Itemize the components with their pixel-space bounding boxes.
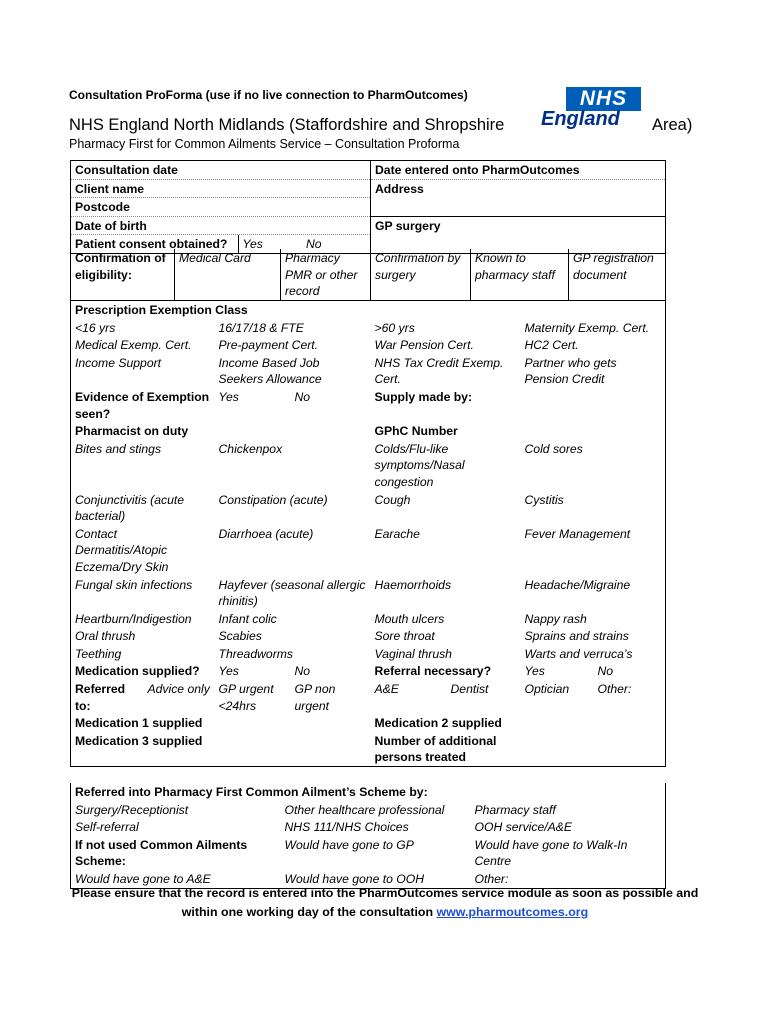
page-subtitle: Pharmacy First for Common Ailments Service – Consultation Proforma [69,137,460,151]
ooh-ae-option[interactable]: OOH service/A&E [474,820,573,835]
ailment-conjunctivitis[interactable]: Conjunctivitis (acute bacterial) [75,492,185,524]
self-referral-option[interactable]: Self-referral [75,820,139,835]
other2-option[interactable]: Other: [474,871,509,886]
pharmoutcomes-link[interactable]: www.pharmoutcomes.org [436,905,589,919]
medication2-value[interactable] [521,714,666,732]
ailment-haemorrhoids[interactable]: Haemorrhoids [374,577,452,592]
ailment-fungal[interactable]: Fungal skin infections [75,577,193,592]
address-field[interactable]: Address [371,179,666,216]
supply-made-by-label: Supply made by: [374,389,473,404]
other-option[interactable]: Other: [597,682,632,697]
pharmacist-field[interactable]: Pharmacist on duty [75,424,189,439]
ailment-headache[interactable]: Headache/Migraine [524,577,631,592]
exemption-medical[interactable]: Medical Exemp. Cert. [75,338,192,353]
additional-persons-field[interactable]: Number of additional persons treated [374,733,497,765]
would-walkin-option[interactable]: Would have gone to Walk-In Centre [474,837,628,869]
exemption-class-heading: Prescription Exemption Class [75,303,248,317]
exemption-income-support[interactable]: Income Support [75,355,162,370]
client-details-table [70,160,666,254]
medication2-field[interactable]: Medication 2 supplied [374,716,502,731]
additional-persons-value[interactable] [521,732,666,767]
exemption-over60[interactable]: >60 yrs [374,320,415,335]
footer-note [70,884,700,922]
known-staff-option[interactable]: Known to pharmacy staff [471,249,569,300]
referred-to-label: Referred to: [75,682,126,713]
exemption-tax-credit[interactable]: NHS Tax Credit Exemp. Cert. [374,355,504,387]
ailment-constipation[interactable]: Constipation (acute) [218,492,328,507]
medication-supplied-label: Medication supplied? [75,664,200,679]
gp-registration-option[interactable]: GP registration document [573,251,654,282]
ailment-cystitis[interactable]: Cystitis [524,492,564,507]
eligibility-label: Confirmation of eligibility: [71,249,175,300]
medication-yes-option[interactable]: Yes [218,664,239,679]
page-title-suffix: Area) [652,116,693,134]
ailment-sore-throat[interactable]: Sore throat [374,629,435,644]
exemption-war-pension[interactable]: War Pension Cert. [374,338,474,353]
medication-no-option[interactable]: No [294,664,311,679]
referral-no-option[interactable]: No [597,664,614,679]
medication3-value[interactable] [215,732,371,767]
nhs-england-logo-text: England [541,108,620,130]
consent-yes-option[interactable]: Yes [242,237,263,252]
referred-into-heading: Referred into Pharmacy First Common Ailment’s Scheme by: [75,785,428,799]
ailment-nappy-rash[interactable]: Nappy rash [524,611,587,626]
gp-surgery-field[interactable]: GP surgery [371,216,666,253]
ailment-cough[interactable]: Cough [374,492,411,507]
ailment-earache[interactable]: Earache [374,526,420,541]
gp-urgent-option[interactable]: GP urgent <24hrs [218,682,274,713]
client-name-field[interactable]: Client name [71,179,371,198]
ailment-cold-sores[interactable]: Cold sores [524,441,583,456]
referral-necessary-label: Referral necessary? [374,664,492,679]
pharmacy-pmr-option[interactable]: Pharmacy PMR or other record [281,249,371,300]
page-title: NHS England North Midlands (Staffordshire and Shropshire [69,116,505,134]
nhs111-option[interactable]: NHS 111/NHS Choices [284,820,409,835]
ailment-mouth-ulcers[interactable]: Mouth ulcers [374,611,445,626]
proforma-note: Consultation ProForma (use if no live connection to PharmOutcomes) [69,88,468,102]
consent-label: Patient consent obtained? [71,235,238,253]
surgery-receptionist-option[interactable]: Surgery/Receptionist [75,802,189,817]
ailment-colds[interactable]: Colds/Flu-like symptoms/Nasal congestion [374,441,465,489]
ailment-warts[interactable]: Warts and verruca’s [524,646,633,661]
ailment-teething[interactable]: Teething [75,646,122,661]
advice-only-option[interactable]: Advice only [147,682,210,697]
exemption-jsa[interactable]: Income Based Job Seekers Allowance [218,355,322,387]
ae-option[interactable]: A&E [374,682,399,697]
gphc-field[interactable]: GPhC Number [374,424,458,439]
referral-yes-option[interactable]: Yes [524,664,545,679]
exemption-pension-credit[interactable]: Partner who gets Pension Credit [524,355,617,387]
pharmacy-staff-option[interactable]: Pharmacy staff [474,802,556,817]
medical-card-option[interactable]: Medical Card [175,249,281,300]
gp-non-urgent-option[interactable]: GP non urgent [294,682,336,713]
ailment-diarrhoea[interactable]: Diarrhoea (acute) [218,526,314,541]
exemption-16-18[interactable]: 16/17/18 & FTE [218,320,304,335]
exemption-maternity[interactable]: Maternity Exemp. Cert. [524,320,650,335]
evidence-yes-option[interactable]: Yes [218,389,239,404]
footer-line2: within one working day of the consultation [181,905,434,919]
footer-line1: Please ensure that the record is entered into the PharmOutcomes service module as soon as possible and [71,886,699,900]
medication3-field[interactable]: Medication 3 supplied [75,733,203,748]
consultation-date-field[interactable]: Consultation date [71,161,371,180]
medication1-field[interactable]: Medication 1 supplied [75,716,203,731]
medication1-value[interactable] [215,714,371,732]
evidence-label: Evidence of Exemption seen? [75,389,210,421]
other-hcp-option[interactable]: Other healthcare professional [284,802,445,817]
dentist-option[interactable]: Dentist [450,682,489,697]
ailment-hayfever[interactable]: Hayfever (seasonal allergic rhinitis) [218,577,366,609]
ailment-chickenpox[interactable]: Chickenpox [218,441,283,456]
ailment-dermatitis[interactable]: Contact Dermatitis/Atopic Eczema/Dry Skin [75,526,169,574]
postcode-field[interactable]: Postcode [71,198,371,217]
confirmation-surgery-option[interactable]: Confirmation by surgery [371,249,471,300]
ailment-heartburn[interactable]: Heartburn/Indigestion [75,611,192,626]
dob-field[interactable]: Date of birth [71,216,371,235]
if-not-used-label: If not used Common Ailments Scheme: [75,837,248,869]
exemption-prepayment[interactable]: Pre-payment Cert. [218,338,319,353]
consent-no-option[interactable]: No [306,237,322,252]
ailment-fever[interactable]: Fever Management [524,526,631,541]
exemption-hc2[interactable]: HC2 Cert. [524,338,579,353]
would-ae-option[interactable]: Would have gone to A&E [75,871,211,886]
ailment-threadworms[interactable]: Threadworms [218,646,293,661]
would-ooh-option[interactable]: Would have gone to OOH [284,871,425,886]
ailment-infant-colic[interactable]: Infant colic [218,611,277,626]
date-entered-field[interactable]: Date entered onto PharmOutcomes [371,161,666,180]
nhs-logo: NHS [566,87,641,111]
eligibility-table [70,249,666,301]
ailment-sprains[interactable]: Sprains and strains [524,629,629,644]
footer-line2-wrap [70,903,700,922]
ailment-scabies[interactable]: Scabies [218,629,262,644]
would-gp-option[interactable]: Would have gone to GP [284,837,414,852]
exemption-under16[interactable]: <16 yrs [75,320,116,335]
referral-source-table [70,783,666,889]
main-grid-table [70,300,666,767]
ailment-vaginal-thrush[interactable]: Vaginal thrush [374,646,452,661]
ailment-bites[interactable]: Bites and stings [75,441,162,456]
evidence-no-option[interactable]: No [294,389,311,404]
optician-option[interactable]: Optician [524,682,570,697]
ailment-oral-thrush[interactable]: Oral thrush [75,629,136,644]
